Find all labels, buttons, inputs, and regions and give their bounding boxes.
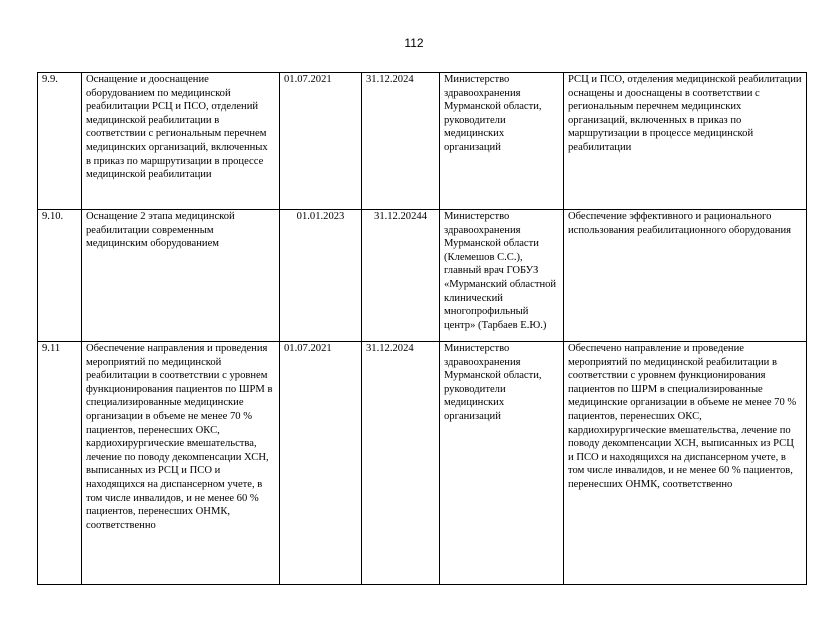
executor: Министерство здравоохранения Мурманской области (Клемешов С.С.), главный врач ГОБУЗ «Мурманский областной клинический многопрофильный центр» (Тарбаев Е.Ю.)	[444, 211, 557, 331]
measure-name: Оснащение 2 этапа медицинской реабилитации современным медицинским оборудованием	[86, 211, 235, 250]
measure-name: Обеспечение направления и проведения мероприятий по медицинской реабилитации в соответствии с уровнем функционирования пациентов по ШРМ в специализированные медицинские организации в объеме не менее 70 % пациентов, перенесших ОКС, кардиохирургические вмешательства, лечение по поводу декомпенсации ХСН, выписанных из РСЦ и ПСО и находящихся на диспансерном учете, в том числе инвалидов, и не менее 60 % пациентов, перенесших ОНМК, соответственно	[86, 343, 273, 531]
result: Обеспечение эффективного и рационального использования реабилитационного оборудования	[568, 211, 791, 236]
executor-cell	[440, 210, 564, 342]
row-number-cell	[38, 210, 82, 342]
row-number-cell	[38, 73, 82, 210]
result: Обеспечено направление и проведение мероприятий по медицинской реабилитации в соответствии с уровнем функционирования пациентов по ШРМ в специализированные медицинские организации в объеме не менее 70 % пациентов, перенесших ОКС, кардиохирургические вмешательства, лечение по поводу декомпенсации ХСН, выписанных из РСЦ и ПСО и находящихся на диспансерном учете, в том числе инвалидов, и не менее 60 % пациентов, перенесших ОНМК, соответственно	[568, 343, 797, 490]
measures-table	[37, 72, 807, 585]
executor-cell	[440, 342, 564, 585]
row-number: 9.10.	[42, 211, 64, 222]
end-date-cell	[362, 210, 440, 342]
table-row	[38, 73, 807, 210]
start-date-cell	[280, 73, 362, 210]
row-number-cell	[38, 342, 82, 585]
measure-name-cell	[82, 210, 280, 342]
measure-name-cell	[82, 342, 280, 585]
table-row	[38, 342, 807, 585]
result-cell	[564, 210, 807, 342]
row-number: 9.9.	[42, 74, 58, 85]
page-number: 112	[404, 36, 424, 50]
executor: Министерство здравоохранения Мурманской области, руководители медицинских организаций	[444, 343, 542, 422]
end-date: 31.12.2024	[366, 74, 414, 85]
result-cell	[564, 342, 807, 585]
start-date-cell	[280, 342, 362, 585]
start-date-cell	[280, 210, 362, 342]
measure-name-cell	[82, 73, 280, 210]
table-row	[38, 210, 807, 342]
start-date: 01.07.2021	[284, 74, 332, 85]
end-date-cell	[362, 342, 440, 585]
start-date: 01.01.2023	[296, 211, 345, 222]
measure-name: Оснащение и дооснащение оборудованием по медицинской реабилитации РСЦ и ПСО, отделений медицинской реабилитации в соответствии с региональным перечнем медицинских организаций, включенных в приказ по маршрутизации в процессе медицинской реабилитации	[86, 74, 268, 181]
end-date: 31.12.20244	[374, 211, 427, 222]
executor: Министерство здравоохранения Мурманской области, руководители медицинских организаций	[444, 74, 542, 153]
end-date: 31.12.2024	[366, 343, 414, 354]
executor-cell	[440, 73, 564, 210]
result: РСЦ и ПСО, отделения медицинской реабилитации оснащены и дооснащены в соответствии с региональным перечнем медицинских организаций, включенных в приказ по маршрутизации в процессе медицинской реабилитации	[568, 74, 802, 153]
result-cell	[564, 73, 807, 210]
start-date: 01.07.2021	[284, 343, 332, 354]
row-number: 9.11	[42, 343, 61, 354]
end-date-cell	[362, 73, 440, 210]
